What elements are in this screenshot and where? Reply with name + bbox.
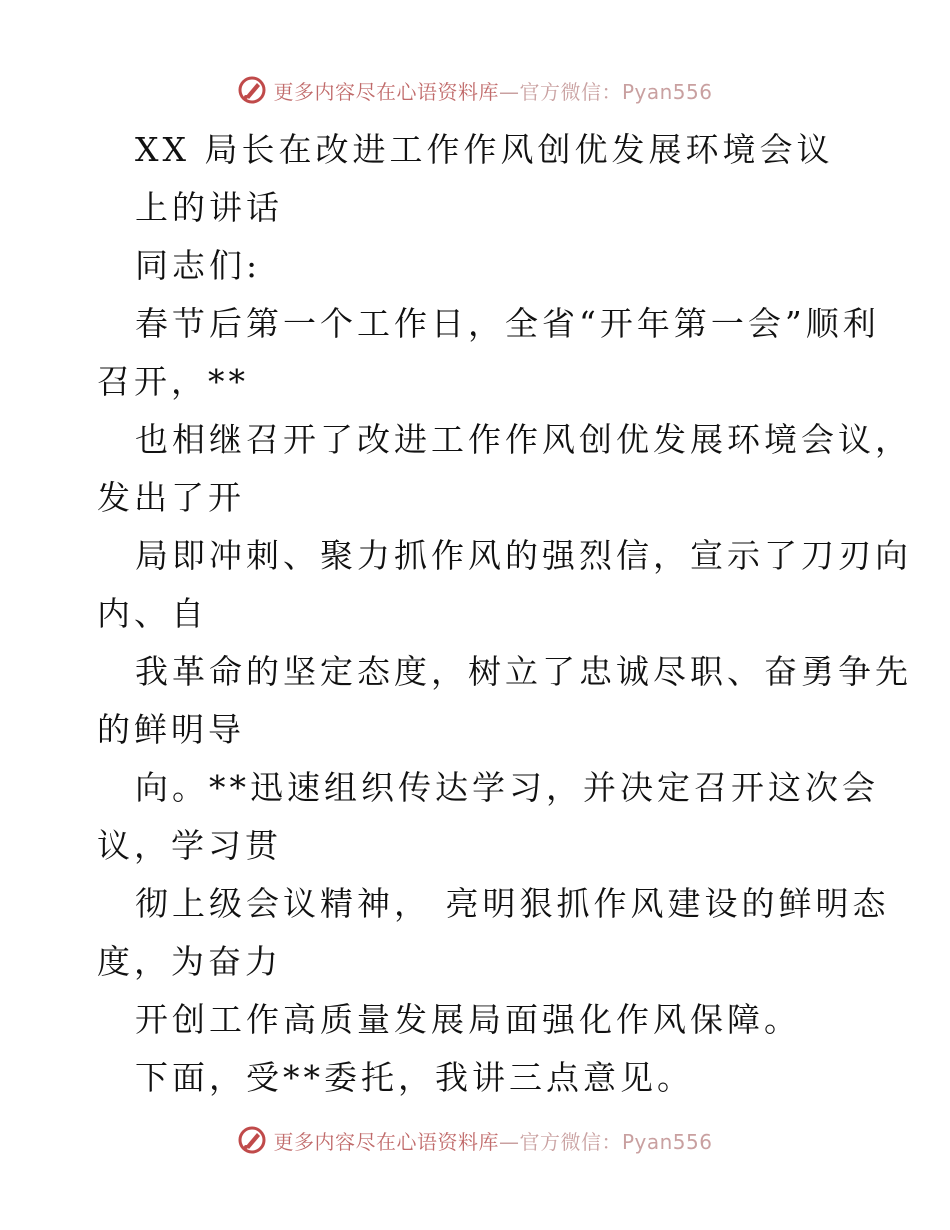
header-banner-main: 更多内容尽在心语资料库: [273, 79, 499, 104]
paragraph-line: 我革命的坚定态度，树立了忠诚尽职、奋勇争先: [135, 652, 912, 691]
footer-watermark-banner: [0, 1120, 950, 1160]
paragraph-line: 开创工作高质量发展局面强化作风保障。: [135, 1000, 801, 1039]
footer-banner-text: [273, 1126, 712, 1155]
paragraph-line: 下面，受**委托，我讲三点意见。: [135, 1058, 694, 1097]
paragraph-line: 也相继召开了改进工作作风创优发展环境会议，: [135, 420, 912, 459]
document-title-line-2: 上的讲话: [135, 188, 283, 227]
pen-logo-icon: [237, 75, 267, 105]
footer-banner-main: 更多内容尽在心语资料库: [273, 1129, 499, 1154]
paragraph-line: 局即冲刺、聚力抓作风的强烈信，宣示了刀刃向: [135, 536, 912, 575]
paragraph-line: 内、自: [97, 594, 208, 633]
paragraph-line: 向。**迅速组织传达学习，并决定召开这次会: [135, 768, 879, 807]
salutation: 同志们:: [135, 246, 262, 285]
header-banner-text: [273, 76, 712, 105]
paragraph-line: 春节后第一个工作日，全省“开年第一会”顺利: [135, 304, 880, 343]
footer-banner-tail: —官方微信：Pyan556: [498, 1129, 713, 1154]
paragraph-line: 议，学习贯: [97, 826, 282, 865]
document-title-line-1: XX 局长在改进工作作风创优发展环境会议: [135, 130, 834, 169]
paragraph-line: 的鲜明导: [97, 710, 245, 749]
header-watermark-banner: [0, 70, 950, 110]
paragraph-line: 召开，**: [97, 362, 249, 401]
header-banner-tail: —官方微信：Pyan556: [498, 79, 713, 104]
paragraph-line: 彻上级会议精神， 亮明狠抓作风建设的鲜明态: [135, 884, 890, 923]
pen-logo-icon: [237, 1125, 267, 1155]
paragraph-line: 发出了开: [97, 478, 245, 517]
paragraph-line: 度，为奋力: [97, 942, 282, 981]
